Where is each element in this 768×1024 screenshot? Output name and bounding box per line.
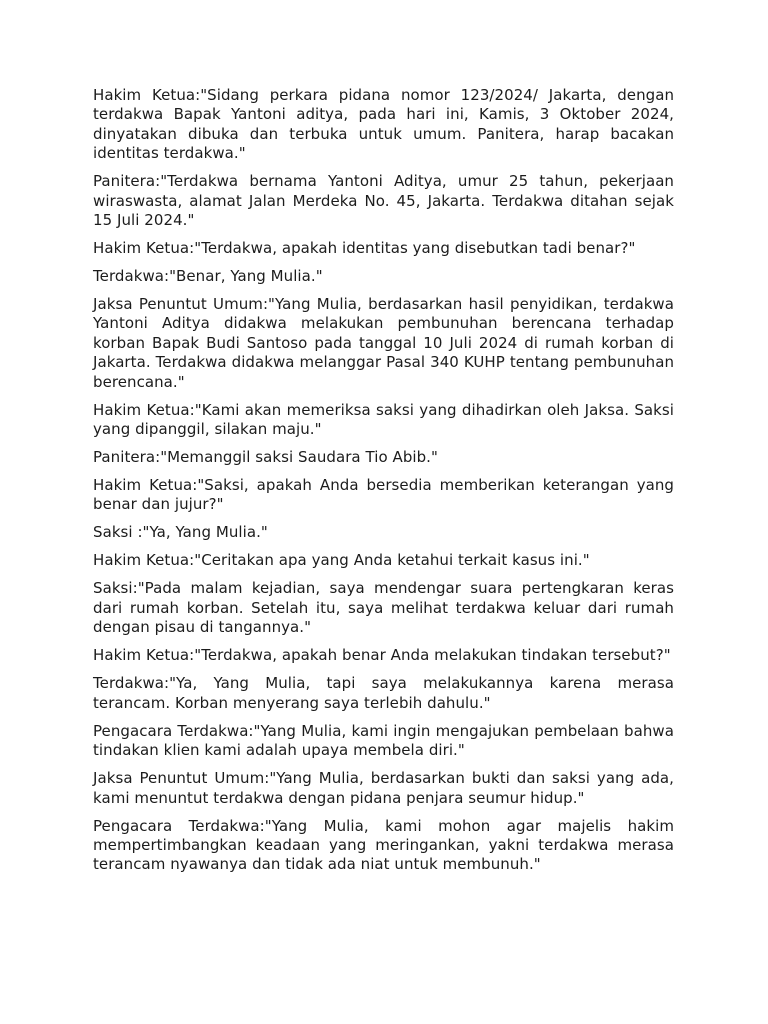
- paragraph-hakim-opening: Hakim Ketua:"Sidang perkara pidana nomor 123/2024/ Jakarta, dengan terdakwa Bapak Yantoni aditya, pada hari ini, Kamis, 3 Oktober 2024, dinyatakan dibuka dan terbuka untuk umum. Panitera, harap bacakan identitas terdakwa.": [93, 86, 674, 163]
- paragraph-pengacara-defense: Pengacara Terdakwa:"Yang Mulia, kami ingin mengajukan pembelaan bahwa tindakan klien kami adalah upaya membela diri.": [93, 721, 674, 760]
- paragraph-terdakwa-answer: Terdakwa:"Ya, Yang Mulia, tapi saya melakukannya karena merasa terancam. Korban menyerang saya terlebih dahulu.": [93, 674, 674, 712]
- paragraph-saksi-agree: Saksi :"Ya, Yang Mulia.": [93, 523, 268, 542]
- paragraph-jaksa-charge: Jaksa Penuntut Umum:"Yang Mulia, berdasarkan hasil penyidikan, terdakwa Yantoni Aditya didakwa melakukan pembunuhan berencana terhadap korban Bapak Budi Santoso pada tanggal 10 Juli 2024 di rumah korban di Jakarta. Terdakwa didakwa melanggar Pasal 340 KUHP tentang pembunuhan berencana.": [93, 295, 674, 391]
- paragraph-hakim-oath: Hakim Ketua:"Saksi, apakah Anda bersedia memberikan keterangan yang benar dan jujur?": [93, 476, 674, 514]
- paragraph-panitera-call-witness: Panitera:"Memanggil saksi Saudara Tio Abib.": [93, 448, 438, 467]
- paragraph-hakim-ask-story: Hakim Ketua:"Ceritakan apa yang Anda ketahui terkait kasus ini.": [93, 551, 590, 570]
- paragraph-hakim-confirm-identity: Hakim Ketua:"Terdakwa, apakah identitas yang disebutkan tadi benar?": [93, 239, 636, 258]
- paragraph-terdakwa-confirm: Terdakwa:"Benar, Yang Mulia.": [93, 267, 323, 286]
- paragraph-hakim-ask-terdakwa: Hakim Ketua:"Terdakwa, apakah benar Anda melakukan tindakan tersebut?": [93, 646, 671, 665]
- paragraph-jaksa-demand: Jaksa Penuntut Umum:"Yang Mulia, berdasarkan bukti dan saksi yang ada, kami menuntut terdakwa dengan pidana penjara seumur hidup.": [93, 769, 674, 807]
- paragraph-pengacara-mitigation: Pengacara Terdakwa:"Yang Mulia, kami mohon agar majelis hakim mempertimbangkan keadaan yang meringankan, yakni terdakwa merasa terancam nyawanya dan tidak ada niat untuk membunuh.": [93, 816, 674, 874]
- paragraph-hakim-call-witness: Hakim Ketua:"Kami akan memeriksa saksi yang dihadirkan oleh Jaksa. Saksi yang dipanggil, silakan maju.": [93, 400, 674, 439]
- paragraph-saksi-testimony: Saksi:"Pada malam kejadian, saya mendengar suara pertengkaran keras dari rumah korban. Setelah itu, saya melihat terdakwa keluar dari rumah dengan pisau di tangannya.": [93, 579, 674, 637]
- document-page: [93, 86, 674, 883]
- paragraph-panitera-identity: Panitera:"Terdakwa bernama Yantoni Aditya, umur 25 tahun, pekerjaan wiraswasta, alamat Jalan Merdeka No. 45, Jakarta. Terdakwa ditahan sejak 15 Juli 2024.": [93, 172, 674, 230]
